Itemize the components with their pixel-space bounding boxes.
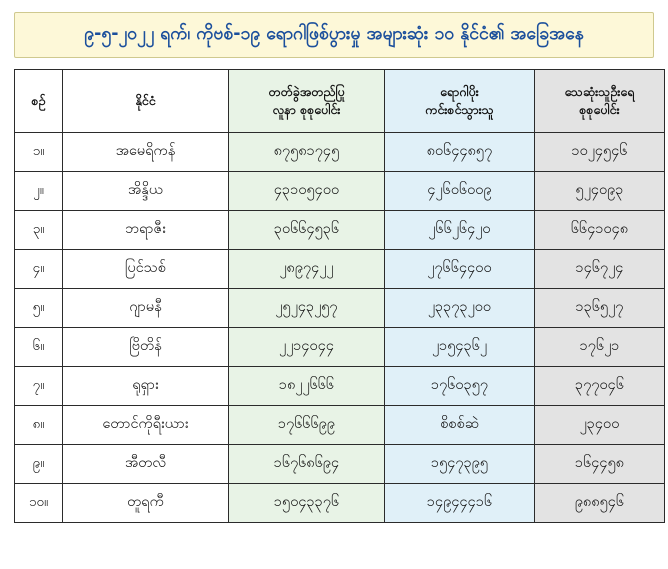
cell-number: ၆။	[15, 328, 63, 367]
table-row	[15, 172, 665, 211]
cell-deaths: ၁၄၆၇၂၄	[535, 250, 665, 289]
cell-cases: ၃၀၆၆၄၅၃၆	[229, 211, 385, 250]
column-header-number	[15, 70, 63, 133]
cell-country: တူရကီ	[63, 484, 229, 523]
cell-cases: ၄၃၁၀၅၄၀၀	[229, 172, 385, 211]
cell-cases: ၂၂၁၄၀၄၄	[229, 328, 385, 367]
cell-cases: ၈၇၅၈၁၇၄၅	[229, 133, 385, 172]
cell-number: ၈။	[15, 406, 63, 445]
cell-deaths: ၁၆၄၄၅၈	[535, 445, 665, 484]
table-row	[15, 445, 665, 484]
cell-country: အိန္ဒိယ	[63, 172, 229, 211]
cell-country: အမေရိကန်	[63, 133, 229, 172]
covid-statistics-table	[14, 69, 665, 523]
cell-recovered: ၁၅၄၇၃၉၅	[385, 445, 535, 484]
cell-cases: ၁၈၂၂၆၆၆	[229, 367, 385, 406]
cell-recovered: ၂၆၆၂၆၄၂၀	[385, 211, 535, 250]
column-header-deaths-line1: သေဆုံးသူဦးရေ	[564, 83, 635, 99]
column-header-number-line1: စဉ်	[31, 92, 46, 108]
cell-deaths: ၁၇၆၂၁	[535, 328, 665, 367]
cell-recovered: စိစစ်ဆဲ	[385, 406, 535, 445]
cell-deaths: ၉၈၈၅၄၆	[535, 484, 665, 523]
cell-deaths: ၁၃၆၅၂၇	[535, 289, 665, 328]
cell-country: ပြင်သစ်	[63, 250, 229, 289]
cell-recovered: ၂၁၅၄၃၆၂	[385, 328, 535, 367]
cell-recovered: ၈၀၆၄၄၈၅၇	[385, 133, 535, 172]
cell-cases: ၁၇၆၆၆၉၉	[229, 406, 385, 445]
cell-deaths: ၁၀၂၄၅၄၆	[535, 133, 665, 172]
cell-country: ဗြိတိန်	[63, 328, 229, 367]
column-header-cases-line1: တတ်ခွဲအတည်ပြု	[268, 83, 345, 99]
cell-cases: ၁၅၀၄၃၃၇၆	[229, 484, 385, 523]
cell-deaths: ၂၃၄၀၀	[535, 406, 665, 445]
column-header-deaths	[535, 70, 665, 133]
cell-country: ရုရှား	[63, 367, 229, 406]
table-header-row	[15, 70, 665, 133]
column-header-deaths-line2: စုစုပေါင်း	[579, 102, 620, 117]
column-header-recovered	[385, 70, 535, 133]
cell-cases: ၂၈၉၇၄၂၂	[229, 250, 385, 289]
cell-recovered: ၂၇၆၆၄၄၀၀	[385, 250, 535, 289]
cell-recovered: ၁၇၆၀၃၅၇	[385, 367, 535, 406]
cell-deaths: ၆၆၄၁၀၄၈	[535, 211, 665, 250]
cell-country: တောင်ကိုရီးယား	[63, 406, 229, 445]
table-row	[15, 133, 665, 172]
table-body	[15, 133, 665, 523]
table-row	[15, 289, 665, 328]
page-title: ၉-၅-၂၀၂၂ ရက်၊ ကိုဗစ်-၁၉ ရောဂါဖြစ်ပွားမှု အများဆုံး ၁၀ နိုင်ငံ၏ အခြေအနေ	[84, 24, 584, 45]
cell-number: ၂။	[15, 172, 63, 211]
cell-recovered: ၂၃၃၇၃၂၀၀	[385, 289, 535, 328]
cell-cases: ၁၆၇၆၈၆၉၄	[229, 445, 385, 484]
table-row	[15, 367, 665, 406]
column-header-country	[63, 70, 229, 133]
cell-deaths: ၃၇၇၀၄၆	[535, 367, 665, 406]
cell-country: ဂျာမနီ	[63, 289, 229, 328]
table-row	[15, 211, 665, 250]
table-row	[15, 484, 665, 523]
cell-number: ၁။	[15, 133, 63, 172]
column-header-recovered-line2: ကင်းစင်သွားသူ	[425, 102, 494, 117]
cell-number: ၉။	[15, 445, 63, 484]
table-row	[15, 406, 665, 445]
table-header	[15, 70, 665, 133]
column-header-confirmed-cases	[229, 70, 385, 133]
cell-deaths: ၅၂၄၀၉၃	[535, 172, 665, 211]
cell-country: ဘရာဇီး	[63, 211, 229, 250]
cell-country: အီတလီ	[63, 445, 229, 484]
column-header-recovered-line1: ရောဂါပိုး	[440, 83, 479, 99]
cell-number: ၄။	[15, 250, 63, 289]
cell-number: ၁၀။	[15, 484, 63, 523]
column-header-country-line1: နိုင်ငံ	[135, 92, 156, 108]
table-row	[15, 328, 665, 367]
column-header-cases-line2: လူနာ စုစုပေါင်း	[272, 102, 341, 117]
table-row	[15, 250, 665, 289]
cell-number: ၇။	[15, 367, 63, 406]
title-banner	[14, 12, 654, 58]
cell-recovered: ၄၂၆၀၆၀၀၉	[385, 172, 535, 211]
cell-cases: ၂၅၂၄၃၂၅၇	[229, 289, 385, 328]
cell-number: ၃။	[15, 211, 63, 250]
cell-recovered: ၁၄၉၄၄၄၁၆	[385, 484, 535, 523]
cell-number: ၅။	[15, 289, 63, 328]
